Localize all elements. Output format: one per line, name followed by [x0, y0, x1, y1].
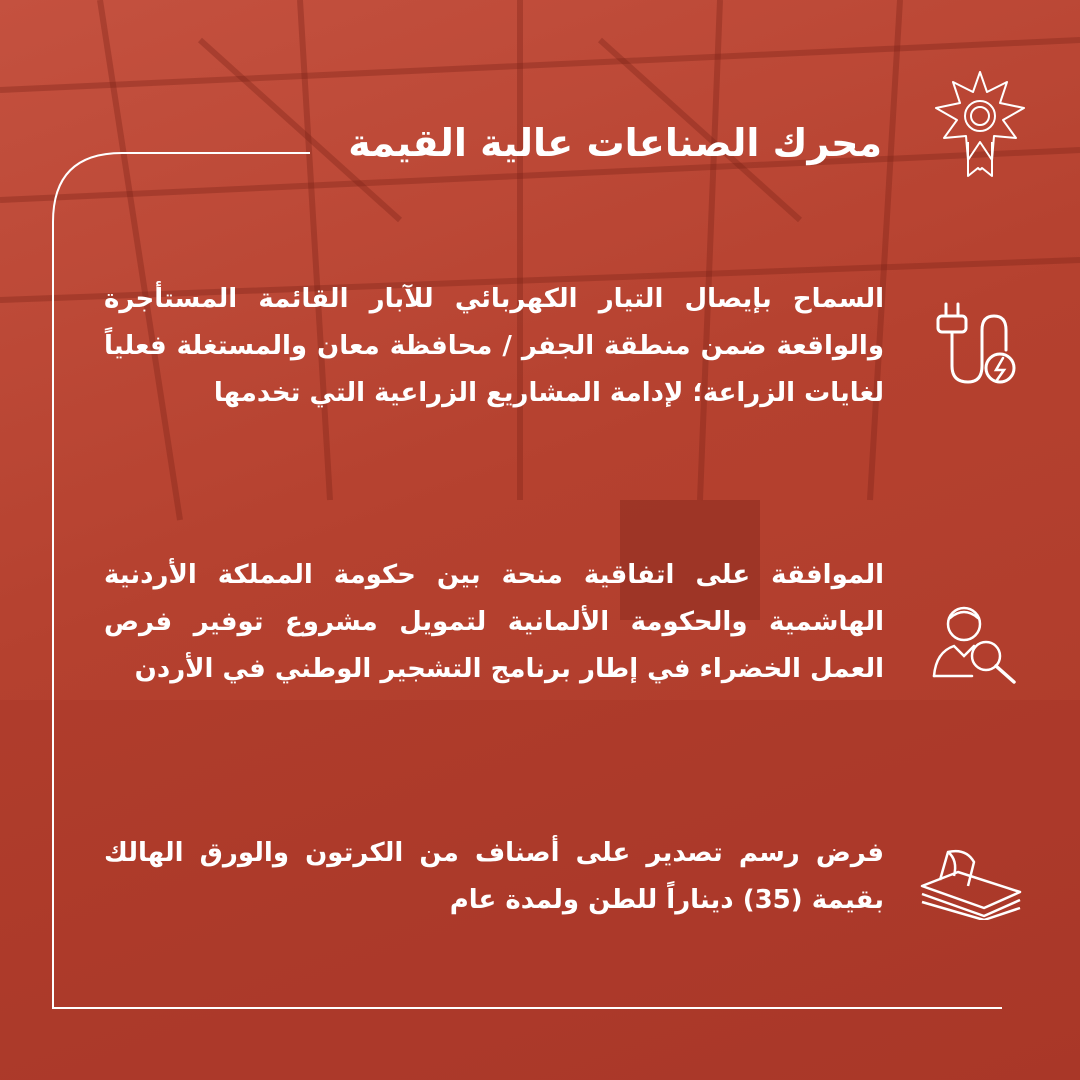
item-3-text: فرض رسم تصدير على أصناف من الكرتون والورق الهالك بقيمة (35) ديناراً للطن ولمدة عام	[104, 838, 884, 915]
page-title: محرك الصناعات عالية القيمة	[348, 121, 882, 165]
award-badge-icon	[932, 70, 1028, 180]
person-search-icon	[930, 600, 1018, 684]
item-2-text: الموافقة على اتفاقية منحة بين حكومة المملكة الأردنية الهاشمية والحكومة الألمانية لتمويل مشروع توفير فرص العمل الخضراء في إطار برنامج التشجير الوطني في الأردن	[104, 560, 884, 684]
plug-lightning-icon	[928, 300, 1018, 390]
paper-stack-icon	[918, 842, 1024, 920]
item-1-text: السماح بإيصال التيار الكهربائي للآبار القائمة المستأجرة والواقعة ضمن منطقة الجفر / محافظة معان والمستغلة فعلياً لغايات الزراعة؛ لإدامة المشاريع الزراعية التي تخدمها	[104, 284, 884, 408]
